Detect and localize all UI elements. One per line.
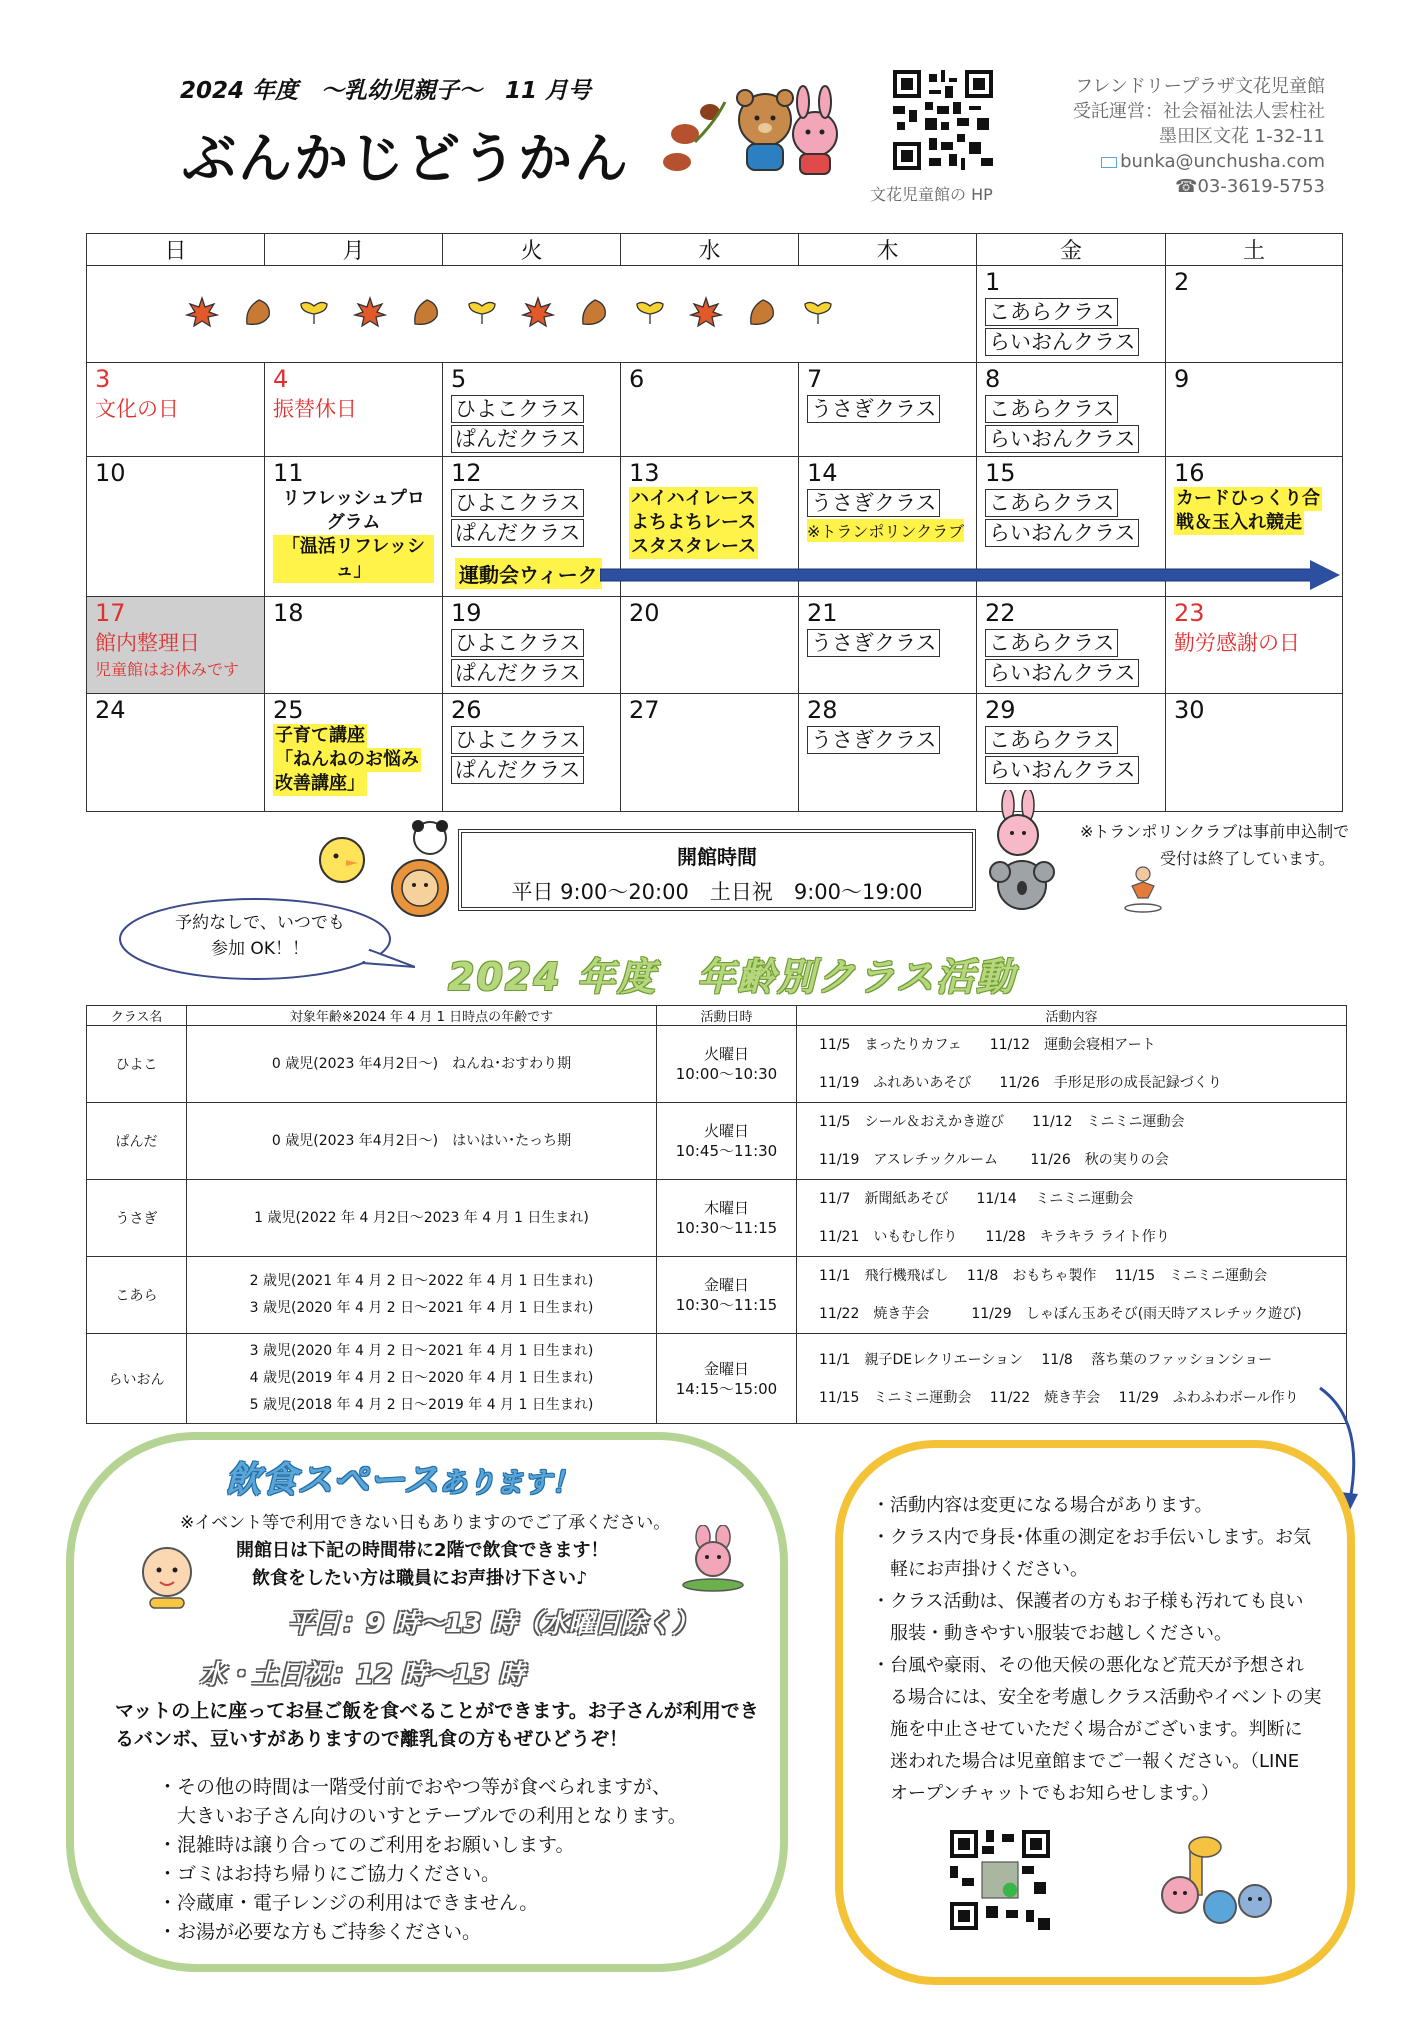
class-row	[87, 1180, 1347, 1257]
event-parenting-seminar: 子育て講座	[275, 725, 365, 746]
class-panda: ぱんだクラス	[451, 425, 584, 453]
event-refresh-program: リフレッシュプログラム	[282, 488, 425, 533]
weekend-eating-time: 水・土日祝：12 時～13 時	[200, 1660, 525, 1690]
opening-hours-text: 平日 9:00～20:00 土日祝 9:00～19:00	[511, 880, 923, 904]
eating-rule-item: 大きいお子さん向けのいすとテーブルでの利用となります。	[158, 1805, 687, 1827]
day-number: 17	[95, 599, 126, 627]
day-number: 7	[807, 365, 823, 393]
calendar-week-2	[87, 363, 1343, 457]
line-openchat-qr-code[interactable]	[950, 1830, 1050, 1930]
class-age-cell	[187, 1103, 657, 1180]
rabbit-eating-illustration	[675, 1525, 750, 1595]
maple-leaf-icon	[689, 296, 723, 330]
sports-week-arrow-icon	[600, 560, 1340, 590]
day-number: 22	[985, 599, 1016, 627]
class-day: 木曜日	[703, 1199, 749, 1217]
speech-bubble-text	[150, 910, 370, 962]
bubble-line-1: 予約なしで、いつでも	[175, 913, 345, 933]
eating-rule-item: ・混雑時は譲り合ってのご利用をお願いします。	[158, 1834, 575, 1856]
eating-space-note: ※イベント等で利用できない日もありますのでご了承ください。	[180, 1513, 671, 1533]
class-time: 10:00～10:30	[675, 1065, 778, 1083]
age-line: 1 歳児(2022 年 4 月2日～2023 年 4 月 1 日生まれ)	[254, 1209, 589, 1226]
class-age-cell	[187, 1026, 657, 1103]
note-item: 服装・動きやすい服装でお越しください。	[872, 1623, 1232, 1644]
class-age-cell	[187, 1257, 657, 1334]
class-time-cell	[657, 1180, 797, 1257]
age-line: 3 歳児(2020 年 4 月 2 日～2021 年 4 月 1 日生まれ)	[249, 1343, 594, 1359]
day-cell-9	[1166, 363, 1343, 457]
eating-rule-item: ・その他の時間は一階受付前でおやつ等が食べられますが、	[158, 1776, 672, 1798]
eating-rule-item: ・冷蔵庫・電子レンジの利用はできません。	[158, 1892, 539, 1914]
giraffe-animals-illustration	[1150, 1835, 1280, 1930]
oak-leaf-icon	[241, 296, 275, 330]
activity-line: 11/15 ミニミニ運動会 11/22 焼き芋会 11/29 ふわふわボール作り	[819, 1389, 1299, 1406]
note-item: ・活動内容は変更になる場合があります。	[872, 1495, 1213, 1516]
day-number: 13	[629, 459, 660, 487]
day-cell-4	[265, 363, 443, 457]
activity-line: 11/19 アスレチックルーム 11/26 秋の実りの会	[819, 1152, 1169, 1168]
day-number: 29	[985, 696, 1016, 724]
baby-eating-illustration	[130, 1540, 205, 1615]
age-line: 0 歳児(2023 年4月2日～) はいはい･たっち期	[271, 1132, 572, 1149]
notes-list	[872, 1490, 1332, 1810]
eating-rules-list	[158, 1773, 687, 1947]
org-address: 墨田区文花 1-32-11	[1159, 126, 1325, 147]
class-koala: こあらクラス	[985, 395, 1118, 423]
calendar-week-5	[87, 694, 1343, 812]
activity-line: 11/21 いもむし作り 11/28 キラキラ ライト作り	[819, 1229, 1170, 1245]
org-operator: 受託運営：社会福祉法人雲柱社	[1073, 101, 1325, 122]
col-target-age: 対象年齢※2024 年 4 月 1 日時点の年齢です	[187, 1006, 657, 1026]
closed-day-label: 館内整理日	[95, 631, 200, 655]
class-activities-cell	[797, 1334, 1347, 1424]
day-cell-28	[799, 694, 977, 812]
day-number: 4	[273, 365, 289, 393]
class-time: 10:45～11:30	[675, 1142, 778, 1160]
day-cell-20	[621, 597, 799, 694]
note-item: ・台風や豪雨、その他天候の悪化など荒天が予想され	[872, 1655, 1304, 1676]
day-cell-22	[977, 597, 1166, 694]
class-hiyoko: ひよこクラス	[451, 726, 584, 754]
ginkgo-leaf-icon	[801, 296, 835, 330]
class-activities-cell	[797, 1103, 1347, 1180]
class-hiyoko: ひよこクラス	[451, 395, 584, 423]
age-line: 0 歳児(2023 年4月2日～) ねんね･おすわり期	[271, 1055, 572, 1072]
event-ball-toss: 戦＆玉入れ競走	[1176, 512, 1302, 533]
note-item: 迷われた場合は児童館までご一報ください。（LINE	[872, 1751, 1300, 1772]
day-number: 3	[95, 365, 111, 393]
day-cell-10	[87, 457, 265, 597]
event-sutasuta-race: スタスタレース	[631, 536, 757, 557]
maple-leaf-icon	[353, 296, 387, 330]
weekday-wed: 水	[621, 234, 799, 266]
age-line: 3 歳児(2020 年 4 月 2 日～2021 年 4 月 1 日生まれ)	[249, 1300, 594, 1316]
col-activity-time: 活動日時	[657, 1006, 797, 1026]
day-number: 2	[1174, 268, 1190, 296]
day-cell-25	[265, 694, 443, 812]
bubble-line-2: 参加 OK！！	[211, 939, 309, 959]
day-number: 12	[451, 459, 482, 487]
class-row	[87, 1103, 1347, 1180]
activity-line: 11/1 親子DEレクリエーション 11/8 落ち葉のファッションショー	[819, 1351, 1273, 1368]
class-day: 火曜日	[703, 1122, 749, 1140]
class-row	[87, 1026, 1347, 1103]
class-activities-cell	[797, 1257, 1347, 1334]
event-seminar-title-2: 改善講座」	[275, 773, 365, 794]
col-class-name: クラス名	[87, 1006, 187, 1026]
note-item: 軽にお声掛けください。	[872, 1559, 1088, 1580]
day-cell-24	[87, 694, 265, 812]
class-age-cell	[187, 1180, 657, 1257]
day-cell-6	[621, 363, 799, 457]
class-usagi: うさぎクラス	[807, 629, 940, 657]
class-time-cell	[657, 1257, 797, 1334]
opening-hours-box	[458, 829, 976, 911]
trampoline-child-icon	[1120, 864, 1166, 914]
eating-space-title	[225, 1452, 579, 1503]
day-number: 15	[985, 459, 1016, 487]
trampoline-note-line-1: ※トランポリンクラブは事前申込制で	[1080, 822, 1350, 841]
organization-info	[1073, 74, 1325, 199]
maple-leaf-icon	[521, 296, 555, 330]
day-number: 20	[629, 599, 660, 627]
class-day: 金曜日	[703, 1359, 749, 1378]
mail-icon	[1101, 157, 1117, 168]
class-row	[87, 1334, 1347, 1424]
class-panda: ぱんだクラス	[451, 659, 584, 687]
day-number: 18	[273, 599, 304, 627]
holiday-label: 文化の日	[95, 397, 179, 421]
november-calendar	[86, 233, 1343, 812]
class-day: 火曜日	[703, 1045, 749, 1063]
class-time-cell	[657, 1026, 797, 1103]
eating-rule-item: ・お湯が必要な方もご持参ください。	[158, 1921, 482, 1943]
eating-contact-staff: 飲食をしたい方は職員にお声掛け下さい♪	[252, 1568, 588, 1589]
day-number: 21	[807, 599, 838, 627]
day-cell-5	[443, 363, 621, 457]
eating-rule-item: ・ゴミはお持ち帰りにご協力ください。	[158, 1863, 501, 1885]
weekday-sun: 日	[87, 234, 265, 266]
oak-leaf-icon	[409, 296, 443, 330]
calendar-week-1	[87, 266, 1343, 363]
holiday-label: 振替休日	[273, 397, 357, 421]
note-item: オープンチャットでもお知らせします。）	[872, 1783, 1219, 1804]
day-number: 11	[273, 459, 304, 487]
eating-hours-info: 開館日は下記の時間帯に2階で飲食できます！	[236, 1540, 609, 1561]
org-email-row	[1073, 149, 1325, 174]
day-number: 10	[95, 459, 126, 487]
event-haihai-race: ハイハイレース	[631, 488, 756, 509]
day-cell-2	[1166, 266, 1343, 363]
note-item: ・クラス活動は、保護者の方もお子様も汚れても良い	[872, 1591, 1304, 1612]
opening-hours-title: 開館時間	[677, 845, 757, 869]
day-cell-23	[1166, 597, 1343, 694]
org-name: フレンドリープラザ文花児童館	[1075, 76, 1325, 97]
activity-line: 11/22 焼き芋会 11/29 しゃぼん玉あそび(雨天時アスレチック遊び)	[819, 1306, 1302, 1322]
bear-rabbit-mascot-illustration	[655, 82, 855, 182]
day-cell-21	[799, 597, 977, 694]
trampoline-note-line-2: 受付は終了しています。	[1160, 849, 1335, 868]
activity-line: 11/5 まったりカフェ 11/12 運動会寝相アート	[819, 1037, 1156, 1053]
col-activity-content: 活動内容	[797, 1006, 1347, 1026]
age-line: 4 歳児(2019 年 4 月 2 日～2020 年 4 月 1 日生まれ)	[249, 1370, 594, 1386]
day-cell-26	[443, 694, 621, 812]
day-number: 14	[807, 459, 838, 487]
ginkgo-leaf-icon	[297, 296, 331, 330]
event-seminar-title: 「ねんねのお悩み	[275, 749, 419, 770]
class-raion: らいおんクラス	[985, 756, 1139, 784]
note-item: 施を中止させていただく場合がございます。判断に	[872, 1719, 1303, 1740]
event-yochiyochi-race: よちよちレース	[631, 512, 757, 533]
autumn-leaves-decoration-cell	[87, 266, 977, 363]
class-name-cell: こあら	[87, 1257, 187, 1334]
class-hiyoko: ひよこクラス	[451, 489, 584, 517]
class-raion: らいおんクラス	[985, 659, 1139, 687]
holiday-label: 勤労感謝の日	[1174, 631, 1300, 655]
day-cell-3	[87, 363, 265, 457]
class-row	[87, 1257, 1347, 1334]
homepage-qr-code[interactable]	[893, 70, 993, 170]
day-cell-8	[977, 363, 1166, 457]
class-koala: こあらクラス	[985, 629, 1118, 657]
activity-line: 11/19 ふれあいあそび 11/26 手形足形の成長記録づくり	[819, 1075, 1222, 1091]
weekday-tue: 火	[443, 234, 621, 266]
weekday-sat: 土	[1166, 234, 1343, 266]
eating-title-sub: あります！	[439, 1466, 580, 1499]
day-cell-1	[977, 266, 1166, 363]
class-raion: らいおんクラス	[985, 425, 1139, 453]
eating-space-description: マットの上に座ってお昼ご飯を食べることができます。お子さんが利用できるバンボ、豆いすがありますので離乳食の方もぜひどうぞ！	[115, 1700, 759, 1750]
class-koala: こあらクラス	[985, 726, 1118, 754]
class-table-header-row	[87, 1006, 1347, 1026]
weekday-eating-time: 平日：9 時～13 時（水曜日除く）	[288, 1609, 699, 1639]
oak-leaf-icon	[745, 296, 779, 330]
day-cell-30	[1166, 694, 1343, 812]
class-age-cell	[187, 1334, 657, 1424]
org-phone: ☎03-3619-5753	[1175, 176, 1325, 197]
weekday-header-row	[87, 234, 1343, 266]
autumn-leaves-row	[95, 268, 968, 330]
class-day: 金曜日	[703, 1276, 749, 1294]
oak-leaf-icon	[577, 296, 611, 330]
day-number: 30	[1174, 696, 1205, 724]
class-time: 14:15～15:00	[675, 1379, 778, 1398]
class-activities-cell	[797, 1180, 1347, 1257]
class-raion: らいおんクラス	[985, 328, 1139, 356]
weekday-fri: 金	[977, 234, 1166, 266]
class-table-body	[87, 1026, 1347, 1424]
class-usagi: うさぎクラス	[807, 489, 940, 517]
newsletter-subtitle: 2024 年度 ～乳幼児親子～ 11 月号	[180, 78, 592, 104]
rabbit-koala-illustration	[980, 790, 1060, 920]
event-refresh-title: 「温活リフレッシュ」	[273, 535, 434, 583]
class-panda: ぱんだクラス	[451, 756, 584, 784]
class-time: 10:30～11:15	[675, 1219, 778, 1237]
trampoline-club-note: ※トランポリンクラブ	[807, 519, 964, 542]
class-activity-title: 2024 年度 年齢別クラス活動	[448, 955, 1016, 999]
eating-title-main: 飲食スペース	[225, 1460, 440, 1501]
note-item: る場合には、安全を考慮しクラス活動やイベントの実	[872, 1687, 1322, 1708]
class-raion: らいおんクラス	[985, 519, 1139, 547]
class-name-cell: ぱんだ	[87, 1103, 187, 1180]
day-number: 16	[1174, 459, 1205, 487]
day-cell-17	[87, 597, 265, 694]
day-cell-27	[621, 694, 799, 812]
day-number: 26	[451, 696, 482, 724]
class-panda: ぱんだクラス	[451, 519, 584, 547]
class-name-cell: らいおん	[87, 1334, 187, 1424]
class-time-cell	[657, 1103, 797, 1180]
class-activity-table	[86, 1005, 1347, 1424]
day-number: 6	[629, 365, 645, 393]
maple-leaf-icon	[185, 296, 219, 330]
day-number: 8	[985, 365, 1001, 393]
ginkgo-leaf-icon	[633, 296, 667, 330]
class-koala: こあらクラス	[985, 298, 1118, 326]
activity-line: 11/7 新聞紙あそび 11/14 ミニミニ運動会	[819, 1191, 1134, 1207]
age-line: 2 歳児(2021 年 4 月 2 日～2022 年 4 月 1 日生まれ)	[249, 1273, 594, 1289]
day-cell-11	[265, 457, 443, 597]
weekday-mon: 月	[265, 234, 443, 266]
event-card-game: カードひっくり合	[1176, 488, 1320, 509]
newsletter-title: ぶんかじどうかん	[182, 127, 630, 190]
class-time: 10:30～11:15	[675, 1296, 778, 1314]
class-usagi: うさぎクラス	[807, 726, 940, 754]
class-activities-cell	[797, 1026, 1347, 1103]
day-number: 25	[273, 696, 304, 724]
calendar-week-4	[87, 597, 1343, 694]
class-time-cell	[657, 1334, 797, 1424]
closed-day-note: 児童館はお休みです	[95, 660, 240, 679]
class-name-cell: ひよこ	[87, 1026, 187, 1103]
class-usagi: うさぎクラス	[807, 395, 940, 423]
day-cell-18	[265, 597, 443, 694]
qr-caption: 文花児童館の HP	[870, 185, 993, 204]
day-cell-19	[443, 597, 621, 694]
day-number: 19	[451, 599, 482, 627]
class-name-cell: うさぎ	[87, 1180, 187, 1257]
ginkgo-leaf-icon	[465, 296, 499, 330]
day-number: 23	[1174, 599, 1205, 627]
day-number: 28	[807, 696, 838, 724]
activity-line: 11/5 シール＆おえかき遊び 11/12 ミニミニ運動会	[819, 1114, 1185, 1130]
day-number: 9	[1174, 365, 1190, 393]
class-koala: こあらクラス	[985, 489, 1118, 517]
day-number: 27	[629, 696, 660, 724]
age-line: 5 歳児(2018 年 4 月 2 日～2019 年 4 月 1 日生まれ)	[249, 1397, 594, 1413]
weekday-thu: 木	[799, 234, 977, 266]
note-item: ・クラス内で身長･体重の測定をお手伝いします。お気	[872, 1527, 1312, 1548]
day-number: 5	[451, 365, 467, 393]
day-number: 1	[985, 268, 1001, 296]
sports-week-label: 運動会ウィーク	[455, 558, 602, 589]
class-hiyoko: ひよこクラス	[451, 629, 584, 657]
day-number: 24	[95, 696, 126, 724]
day-cell-7	[799, 363, 977, 457]
activity-line: 11/1 飛行機飛ばし 11/8 おもちゃ製作 11/15 ミニミニ運動会	[819, 1268, 1268, 1284]
org-email[interactable]: bunka@unchusha.com	[1120, 151, 1325, 172]
